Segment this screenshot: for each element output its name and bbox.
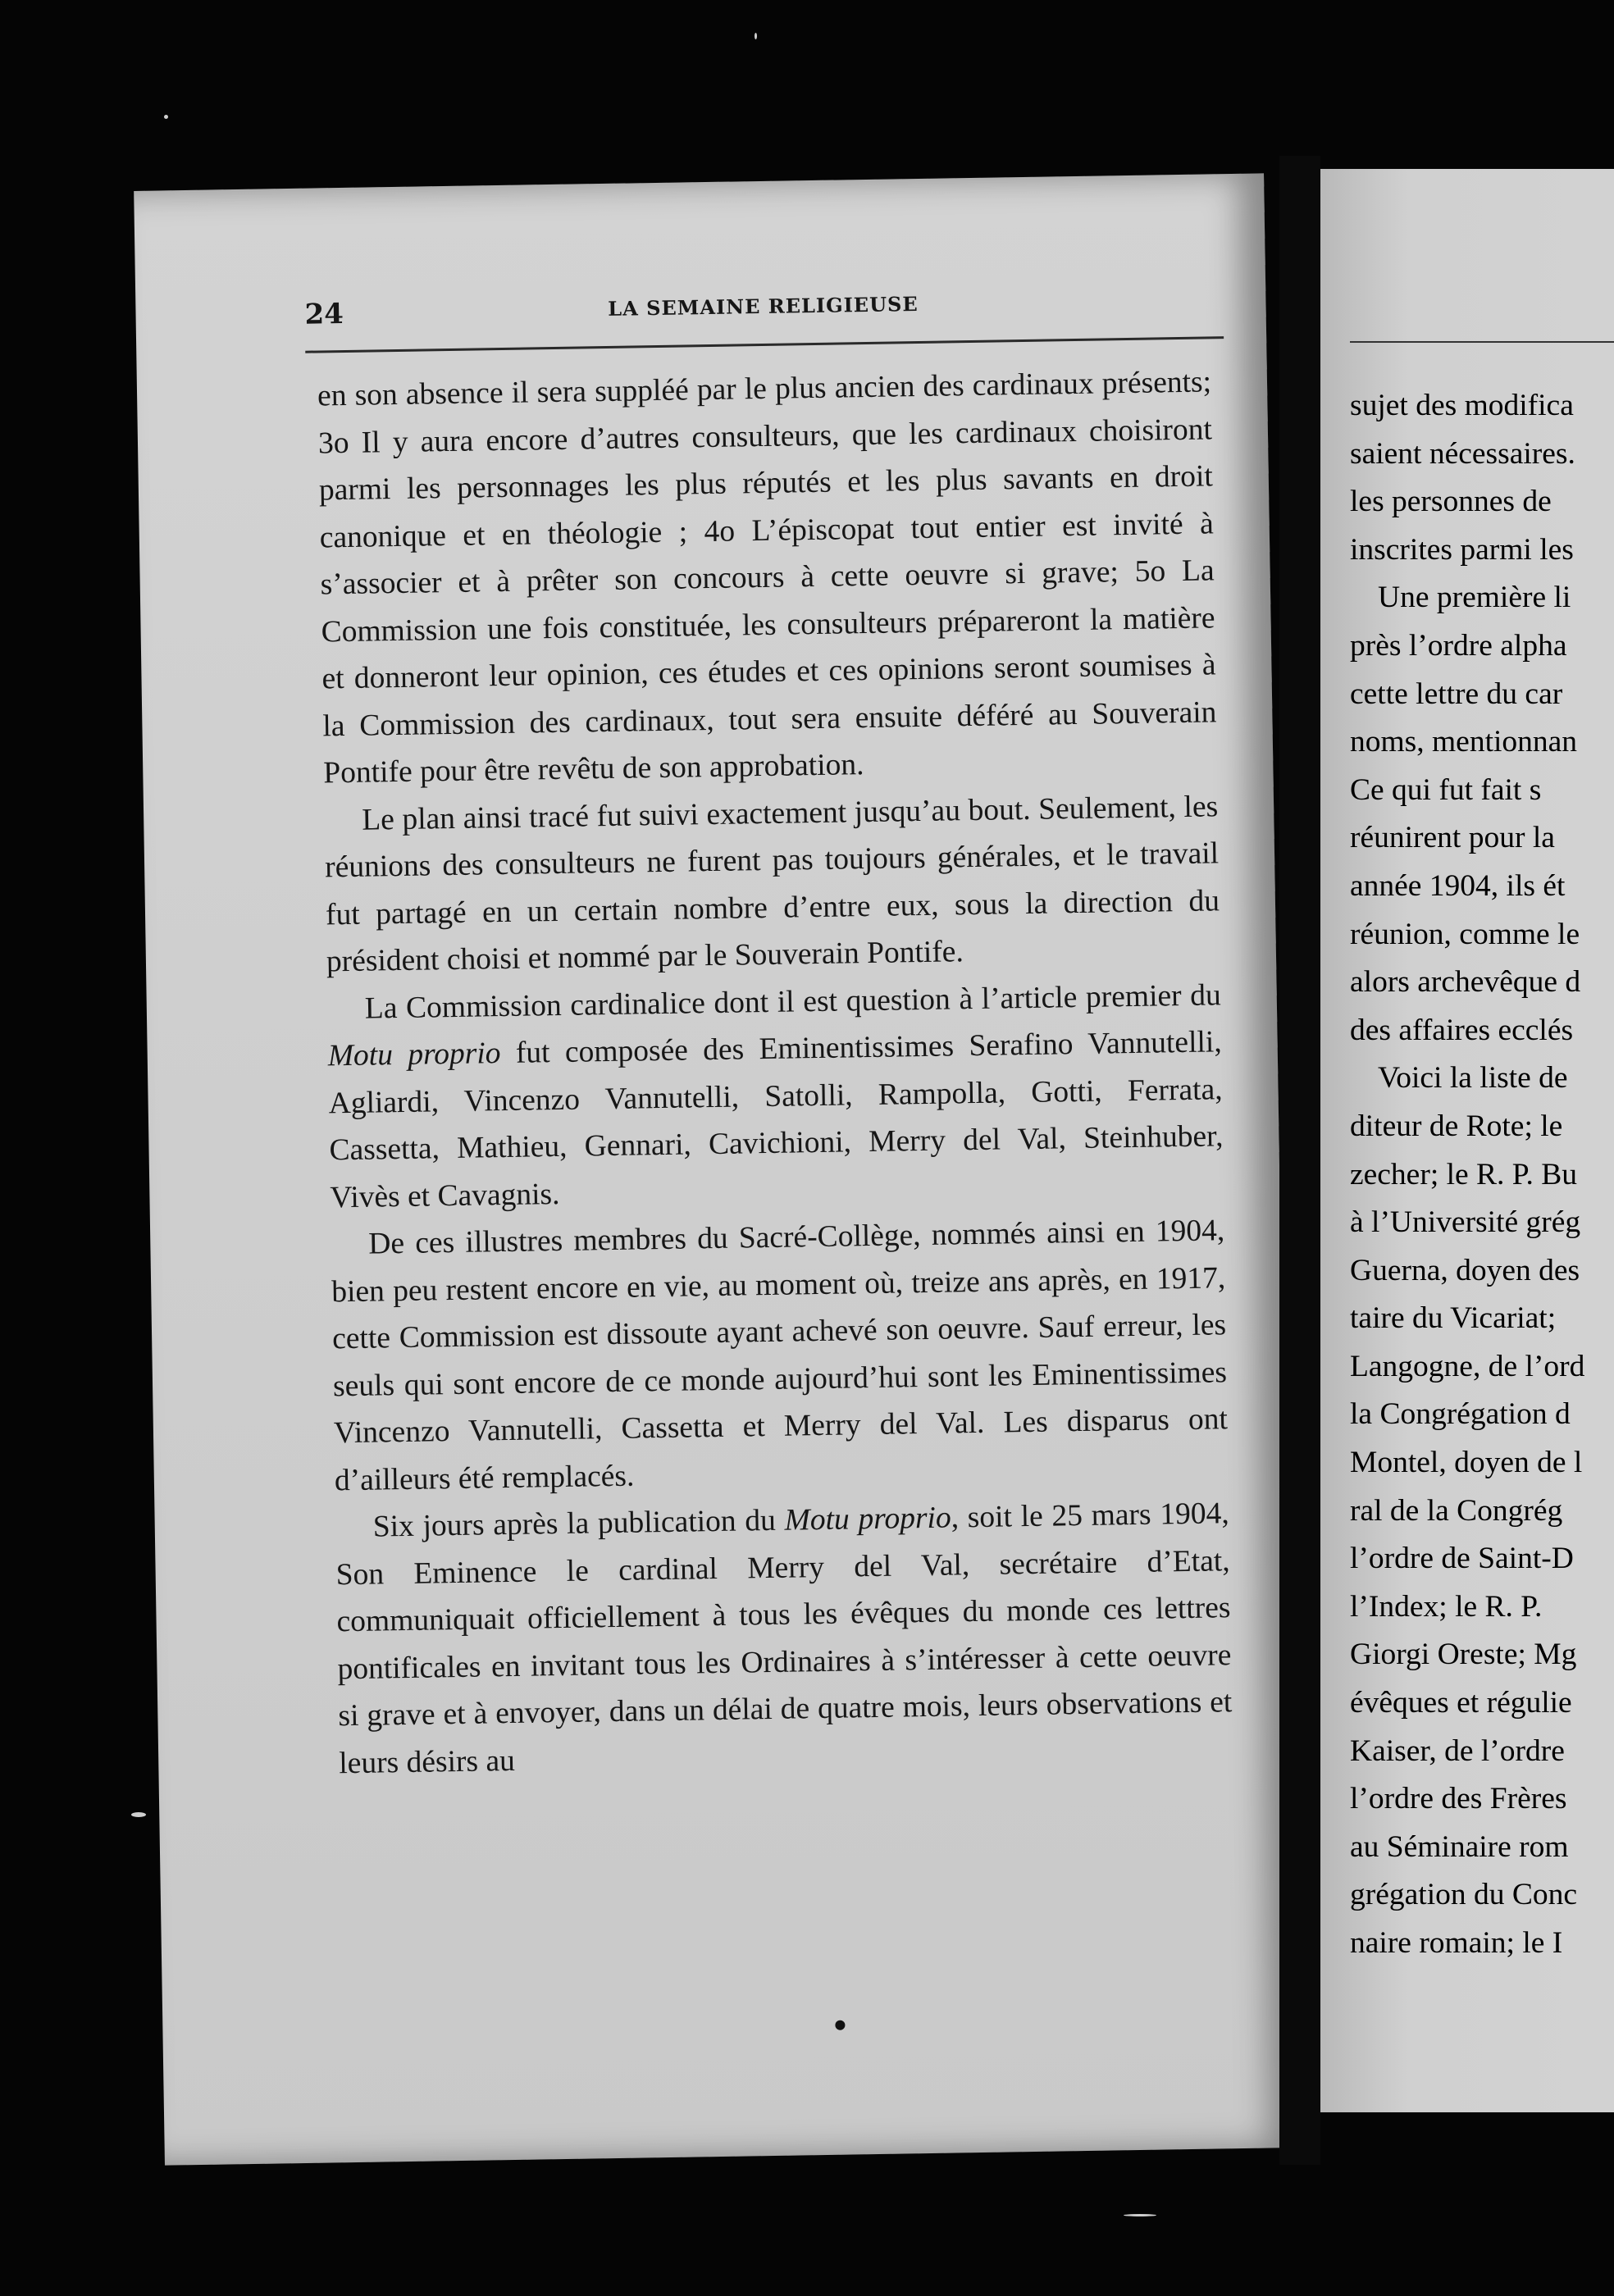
running-title: LA SEMAINE RELIGIEUSE [608, 291, 919, 321]
paragraph-3: La Commission cardinalice dont il est question à l’article premier du Motu proprio fut composée des Eminentissimes Serafino Vannutelli, Agliardi, Vincenzo Vannutelli, Satolli, Rampolla, Gotti, Ferrata, Cassetta, Mathieu, Gennari, Cavichioni, Merry del Val, Steinhuber, Vivès et Cavagnis. [327, 977, 1224, 1214]
right-page-line: ral de la Congrég [1350, 1493, 1563, 1528]
right-page-line: les personnes de [1350, 485, 1552, 519]
left-page-content [304, 272, 1233, 1787]
right-page-line: noms, mentionnan [1350, 725, 1578, 759]
scan-speck [1124, 2214, 1156, 2216]
right-page-line: l’ordre des Frères [1350, 1782, 1567, 1816]
right-page-partial [1320, 169, 1614, 2112]
paragraph-5: Six jours après la publication du Motu proprio, soit le 25 mars 1904, Son Eminence le cardinal Merry del Val, secrétaire d’Etat, communiquait officiellement à tous les évêques du monde ces lettres pontificales en invitant tous les Ordinaires à s’intéresser à cette oeuvre si grave et à envoyer, dans un délai de quatre mois, leurs observations et leurs désirs au [335, 1496, 1233, 1780]
right-page-line: alors archevêque d [1350, 965, 1581, 1000]
right-header-rule [1350, 341, 1614, 343]
right-page-line: Montel, doyen de l [1350, 1446, 1583, 1480]
right-page-line: zecher; le R. P. Bu [1350, 1157, 1578, 1191]
right-page-line: Giorgi Oreste; Mg [1350, 1638, 1577, 1672]
right-page-line: près l’ordre alpha [1350, 628, 1567, 663]
right-page-line: l’Index; le R. P. [1350, 1589, 1543, 1624]
right-page-line: année 1904, ils ét [1350, 868, 1566, 903]
right-page-line: Voici la liste de [1378, 1061, 1568, 1096]
right-page-line: la Congrégation d [1350, 1397, 1571, 1432]
right-page-line: Une première li [1378, 581, 1571, 615]
running-head [304, 272, 1210, 344]
left-page [134, 173, 1295, 2165]
page-number: 24 [304, 297, 344, 331]
book-gutter [1279, 156, 1320, 2165]
right-page-line: cette lettre du car [1350, 676, 1563, 711]
right-page-line: réunirent pour la [1350, 821, 1555, 855]
scan-speck [164, 115, 168, 119]
scan-speck [755, 33, 757, 39]
paragraph-1: en son absence il sera suppléé par le plus ancien des cardinaux présents; 3o Il y aura encore d’autres consulteurs, que les cardinaux choisiront parmi les personnages les plus réputés et les plus savants en droit canonique et en théologie ; 4o L’épiscopat tout entier est invité à s’associer et à prêter son concours à cette oeuvre si grave; 5o La Commission une fois constituée, les consulteurs prépareront la matière et donneront leur opinion, ces études et ces opinions seront soumises à la Commission des cardinaux, tout sera ensuite déféré au Souverain Pontife pour être revêtu de son approbation. [317, 365, 1217, 790]
paragraph-2: Le plan ainsi tracé fut suivi exactement jusqu’au bout. Seulement, les réunions des consulteurs ne furent pas toujours générales, et le travail fut partagé en un certain nombre d’entre eux, sous la direction du président choisi et nommé par le Souverain Pontife. [324, 789, 1220, 979]
right-page-line: taire du Vicariat; [1350, 1301, 1557, 1336]
right-page-line: diteur de Rote; le [1350, 1109, 1563, 1143]
right-page-line: l’ordre de Saint-D [1350, 1542, 1574, 1576]
right-page-line: évêques et régulie [1350, 1686, 1572, 1720]
right-page-line: saient nécessaires. [1350, 436, 1575, 471]
right-page-line: Kaiser, de l’ordre [1350, 1733, 1565, 1768]
scan-speck [131, 1812, 146, 1817]
right-page-line: des affaires ecclés [1350, 1013, 1574, 1047]
right-page-line: à l’Université grég [1350, 1205, 1581, 1240]
right-page-lines [1350, 382, 1614, 1968]
right-page-line: naire romain; le I [1350, 1926, 1563, 1960]
right-page-line: inscrites parmi les [1350, 532, 1574, 567]
page-mark-dot [835, 2020, 845, 2030]
right-page-line: au Séminaire rom [1350, 1829, 1569, 1864]
right-page-line: Langogne, de l’ord [1350, 1349, 1585, 1383]
right-page-line: Ce qui fut fait s [1350, 772, 1542, 807]
right-page-line: réunion, comme le [1350, 917, 1580, 951]
right-page-line: grégation du Conc [1350, 1878, 1578, 1912]
paragraph-4: De ces illustres membres du Sacré-Collège, nommés ainsi en 1904, bien peu restent encore en vie, au moment où, treize ans après, en 1917, cette Commission est dissoute ayant achevé son oeuvre. Sauf erreur, les seuls qui sont encore de ce monde aujourd’hui sont les Eminentissimes Vincenzo Vannutelli, Cassetta et Merry del Val. Les disparus ont d’ailleurs été remplacés. [331, 1214, 1229, 1497]
body-text [317, 358, 1233, 1787]
right-page-line: Guerna, doyen des [1350, 1253, 1580, 1287]
right-page-line: sujet des modifica [1350, 389, 1574, 422]
